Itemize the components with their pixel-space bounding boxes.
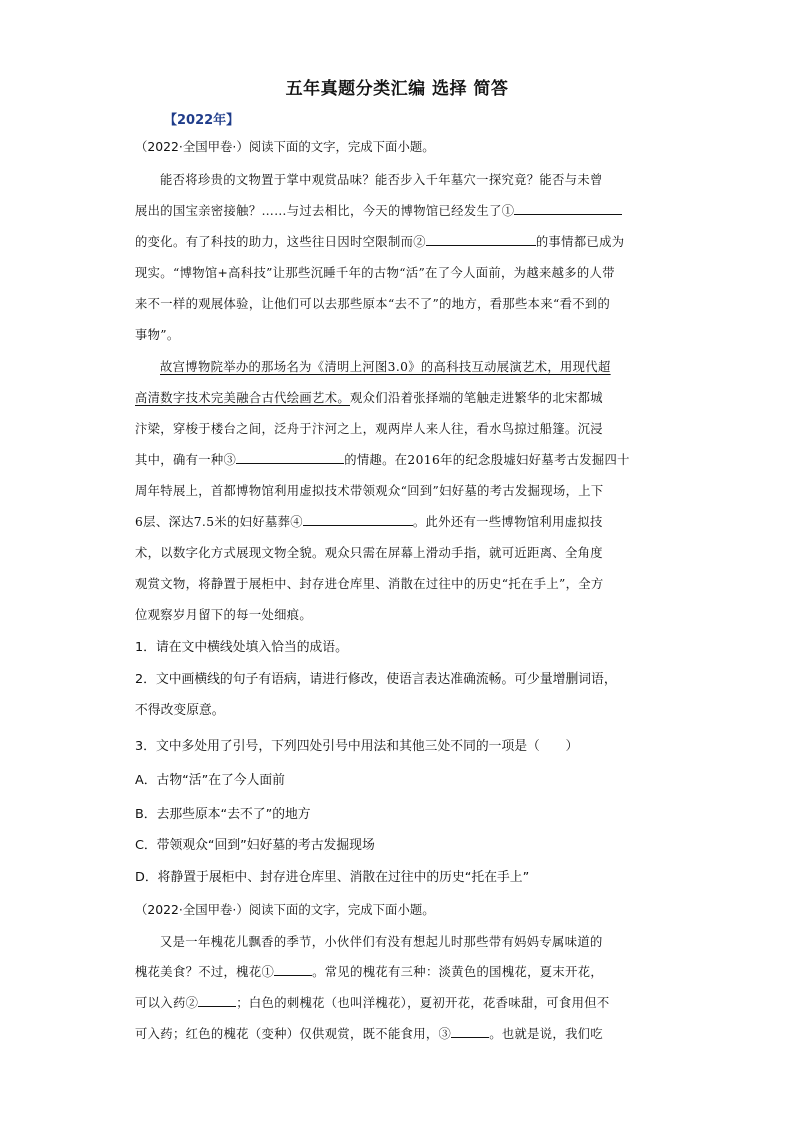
passage-line bbox=[135, 963, 665, 981]
passage-line: 位观察岁月留下的每一处细痕。 bbox=[135, 608, 313, 622]
answer-blank bbox=[514, 202, 622, 215]
passage-line: 术，以数字化方式展现文物全貌。观众只需在屏幕上滑动手指，就可近距离、全角度 bbox=[135, 546, 603, 560]
passage-text: 。也就是说，我们吃 bbox=[489, 1027, 604, 1041]
answer-blank bbox=[426, 233, 536, 246]
passage-text: 的变化。有了科技的助力，这些往日因时空限制而② bbox=[135, 235, 426, 249]
answer-blank bbox=[274, 963, 312, 976]
page-title: 五年真题分类汇编 选择 简答 bbox=[285, 79, 509, 99]
passage-line: 观赏文物，将静置于展柜中、封存进仓库里、消散在过往中的历史“托在手上”，全方 bbox=[135, 577, 604, 591]
question-3: 3．文中多处用了引号，下列四处引号中用法和其他三处不同的一项是（ ） bbox=[135, 739, 579, 754]
passage-line bbox=[135, 451, 665, 469]
question-1: 1．请在文中横线处填入恰当的成语。 bbox=[135, 640, 348, 655]
passage-text: 其中，确有一种③ bbox=[135, 453, 237, 467]
passage-line bbox=[135, 389, 665, 407]
question-2-cont: 不得改变原意。 bbox=[135, 703, 225, 718]
year-tag: 【2022年】 bbox=[164, 113, 240, 128]
passage-line bbox=[135, 1025, 665, 1043]
passage-line bbox=[135, 233, 665, 251]
passage-text: 可入药；红色的槐花（变种）仅供观赏，既不能食用，③ bbox=[135, 1027, 452, 1041]
source-line: （2022·全国甲卷·）阅读下面的文字，完成下面小题。 bbox=[135, 902, 435, 917]
passage-line bbox=[135, 994, 665, 1012]
source-line: （2022·全国甲卷·）阅读下面的文字，完成下面小题。 bbox=[135, 139, 435, 154]
passage-text: 展出的国宝亲密接触？……与过去相比，今天的博物馆已经发生了① bbox=[135, 204, 515, 218]
passage-line: 汴梁，穿梭于楼台之间，泛舟于汴河之上，观两岸人来人往，看水鸟掠过船篷。沉浸 bbox=[135, 422, 603, 436]
underlined-sentence: 高清数字技术完美融合古代绘画艺术。 bbox=[135, 391, 350, 405]
passage-text: ；白色的刺槐花（也叫洋槐花），夏初开花，花香味甜，可食用但不 bbox=[236, 996, 610, 1010]
passage-text: 槐花美食？不过，槐花① bbox=[135, 965, 275, 979]
answer-blank bbox=[236, 451, 344, 464]
answer-blank bbox=[303, 513, 413, 526]
passage-text: 6层、深达7.5米的妇好墓葬④ bbox=[135, 515, 303, 529]
passage-line: 又是一年槐花儿飘香的季节，小伙伴们有没有想起儿时那些带有妈妈专属味道的 bbox=[160, 935, 603, 949]
passage-text: 的事情都已成为 bbox=[535, 235, 625, 249]
option-c: C．带领观众“回到”妇好墓的考古发掘现场 bbox=[135, 838, 375, 853]
answer-blank bbox=[198, 994, 236, 1007]
passage-line bbox=[135, 202, 665, 220]
passage-text: 观众们沿着张择端的笔触走进繁华的北宋都城 bbox=[350, 391, 603, 405]
passage-text: 可以入药② bbox=[135, 996, 199, 1010]
question-2: 2．文中画横线的句子有语病，请进行修改，使语言表达准确流畅。可少量增删词语， bbox=[135, 672, 617, 687]
passage-line: 能否将珍贵的文物置于掌中观赏品味？能否步入千年墓穴一探究竟？能否与未曾 bbox=[160, 173, 603, 187]
passage-line: 现实。“博物馆+高科技”让那些沉睡千年的古物“活”在了今人面前，为越来越多的人带 bbox=[135, 266, 615, 280]
passage-line: 事物”。 bbox=[135, 328, 180, 342]
option-b: B．去那些原本“去不了”的地方 bbox=[135, 807, 311, 822]
passage-text: 。此外还有一些博物馆利用虚拟技 bbox=[412, 515, 603, 529]
underlined-sentence: 故宫博物院举办的那场名为《清明上河图3.0》的高科技互动展演艺术，用现代超 bbox=[160, 360, 611, 374]
passage-line: 来不一样的观展体验，让他们可以去那些原本“去不了”的地方，看那些本来“看不到的 bbox=[135, 297, 611, 311]
option-d: D．将静置于展柜中、封存进仓库里、消散在过往中的历史“托在手上” bbox=[135, 870, 530, 885]
passage-text: 的情趣。在2016年的纪念殷墟妇好墓考古发掘四十 bbox=[344, 453, 630, 467]
passage-line: 周年特展上，首都博物馆利用虚拟技术带领观众“回到”妇好墓的考古发掘现场，上下 bbox=[135, 484, 604, 498]
passage-line bbox=[135, 513, 665, 531]
passage-text: 。常见的槐花有三种：淡黄色的国槐花，夏末开花， bbox=[312, 965, 604, 979]
option-a: A．古物“活”在了今人面前 bbox=[135, 773, 285, 788]
answer-blank bbox=[451, 1025, 489, 1038]
